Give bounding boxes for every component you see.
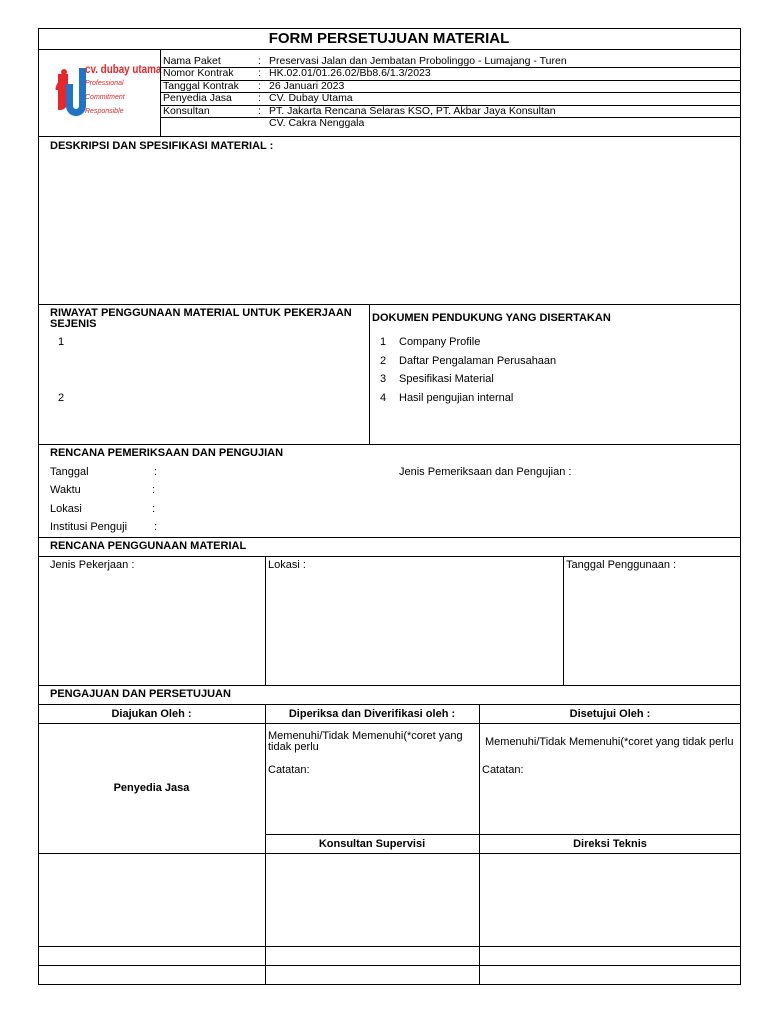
info-label: Konsultan <box>163 105 210 117</box>
col-lokasi: Lokasi : <box>268 559 306 571</box>
divider <box>160 80 741 81</box>
info-value-tanggal-kontrak: 26 Januari 2023 <box>269 80 345 92</box>
col-diajukan-header: Diajukan Oleh : <box>111 708 192 720</box>
field-label-institusi: Institusi Penguji <box>50 521 128 533</box>
info-sep: : <box>258 92 261 104</box>
divider <box>38 685 741 686</box>
status-text-konsultan-line1: Memenuhi/Tidak Memenuhi(*coret yang <box>268 730 463 742</box>
info-label: Nomor Kontrak <box>163 67 234 79</box>
pengajuan-heading: PENGAJUAN DAN PERSETUJUAN <box>50 688 231 700</box>
info-sep: : <box>258 105 261 117</box>
info-label: Tanggal Kontrak <box>163 80 239 92</box>
divider <box>160 67 741 68</box>
info-sep: : <box>258 67 261 79</box>
dokumen-no: 3 <box>380 373 387 385</box>
logo-brand-text: cv. dubay utama <box>85 62 162 76</box>
divider <box>369 304 370 444</box>
role-direksi-teknis: Direksi Teknis <box>573 838 647 850</box>
rencana-penggunaan-heading: RENCANA PENGGUNAAN MATERIAL <box>50 540 247 552</box>
logo-tagline-1: Professional <box>85 80 124 87</box>
field-sep: : <box>154 521 158 533</box>
riwayat-item-1: 1 <box>58 336 65 348</box>
divider <box>160 92 741 93</box>
divider <box>38 304 741 305</box>
divider <box>38 537 741 538</box>
dokumen-item-1: Company Profile <box>399 336 481 348</box>
deskripsi-heading: DESKRIPSI DAN SPESIFIKASI MATERIAL : <box>50 140 274 152</box>
divider <box>38 136 741 137</box>
info-value-nama-paket: Preservasi Jalan dan Jembatan Probolinggo - Lumajang - Turen <box>269 55 567 67</box>
catatan-direksi: Catatan: <box>482 764 524 776</box>
divider <box>38 853 741 854</box>
col-jenis-pekerjaan: Jenis Pekerjaan : <box>50 559 135 571</box>
status-text-direksi: Memenuhi/Tidak Memenuhi(*coret yang tidak perlu <box>485 736 734 748</box>
dokumen-item-3: Spesifikasi Material <box>399 373 494 385</box>
dokumen-no: 2 <box>380 355 387 367</box>
catatan-konsultan: Catatan: <box>268 764 310 776</box>
rencana-pemeriksaan-heading: RENCANA PEMERIKSAAN DAN PENGUJIAN <box>50 447 284 459</box>
info-value-penyedia-jasa: CV. Dubay Utama <box>269 92 353 104</box>
divider <box>38 946 741 947</box>
dokumen-no: 4 <box>380 392 387 404</box>
field-sep: : <box>152 484 156 496</box>
info-sep: : <box>258 80 261 92</box>
field-sep: : <box>152 503 156 515</box>
dokumen-item-4: Hasil pengujian internal <box>399 392 514 404</box>
divider <box>38 723 741 724</box>
role-penyedia-jasa: Penyedia Jasa <box>113 782 190 794</box>
divider <box>160 49 161 137</box>
info-value-konsultan-2: CV. Cakra Nenggala <box>269 117 365 129</box>
field-label-waktu: Waktu <box>50 484 81 496</box>
company-logo <box>52 54 162 128</box>
form-title: FORM PERSETUJUAN MATERIAL <box>268 30 510 47</box>
info-label: Penyedia Jasa <box>163 92 232 104</box>
riwayat-item-2: 2 <box>58 392 65 404</box>
field-sep: : <box>154 466 158 478</box>
divider <box>38 444 741 445</box>
info-label: Nama Paket <box>163 55 221 67</box>
field-label-lokasi: Lokasi <box>50 503 82 515</box>
logo-tagline-3: Responsible <box>85 108 124 115</box>
col-disetujui-header: Disetujui Oleh : <box>569 708 651 720</box>
col-tanggal-penggunaan: Tanggal Penggunaan : <box>566 559 677 571</box>
divider <box>38 556 741 557</box>
logo-tagline-2: Commitment <box>85 94 125 101</box>
divider <box>38 965 741 966</box>
dokumen-heading: DOKUMEN PENDUKUNG YANG DISERTAKAN <box>372 312 611 324</box>
role-konsultan-supervisi: Konsultan Supervisi <box>318 838 426 850</box>
divider <box>265 556 266 685</box>
field-label-tanggal: Tanggal <box>50 466 89 478</box>
divider <box>265 834 741 835</box>
riwayat-heading-line2: SEJENIS <box>50 318 97 330</box>
dokumen-no: 1 <box>380 336 387 348</box>
divider <box>38 704 741 705</box>
info-value-konsultan: PT. Jakarta Rencana Selaras KSO, PT. Akbar Jaya Konsultan <box>269 105 556 117</box>
jenis-pemeriksaan-label: Jenis Pemeriksaan dan Pengujian : <box>399 466 572 478</box>
status-text-konsultan-line2: tidak perlu <box>268 741 319 753</box>
col-diperiksa-header: Diperiksa dan Diverifikasi oleh : <box>288 708 456 720</box>
dokumen-item-2: Daftar Pengalaman Perusahaan <box>399 355 557 367</box>
divider <box>563 556 564 685</box>
info-sep: : <box>258 55 261 67</box>
divider <box>160 117 741 118</box>
divider <box>38 49 741 50</box>
info-value-nomor-kontrak: HK.02.01/01.26.02/Bb8.6/1.3/2023 <box>269 67 431 79</box>
riwayat-heading-line1: RIWAYAT PENGGUNAAN MATERIAL UNTUK PEKERJAAN <box>50 307 352 319</box>
